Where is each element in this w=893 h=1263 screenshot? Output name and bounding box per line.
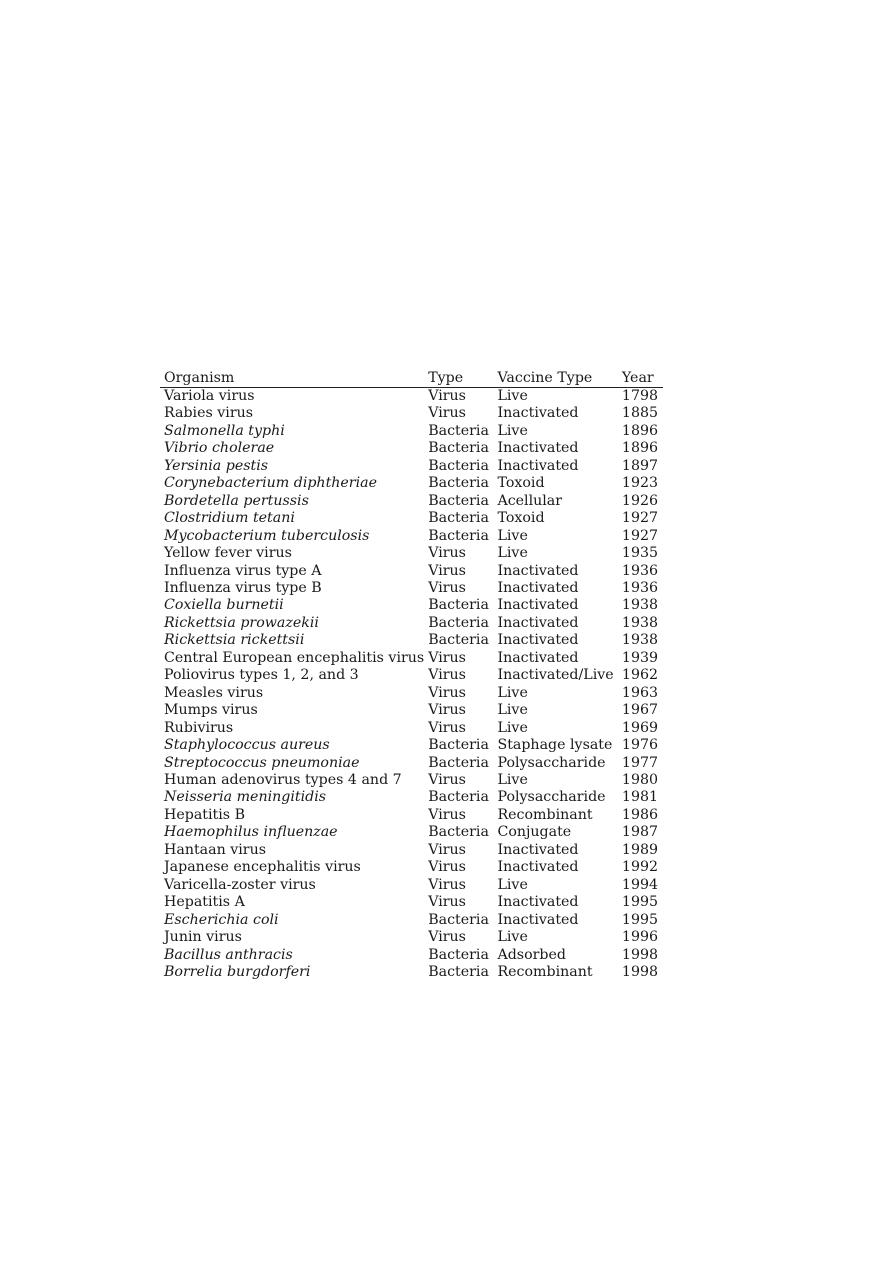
table-row (160, 475, 663, 492)
vaccine-type-cell: Live (497, 929, 528, 946)
organism-cell: Staphylococcus aureus (164, 737, 330, 754)
year-cell: 1981 (621, 789, 659, 806)
type-cell: Virus (428, 771, 466, 788)
year-cell: 1885 (621, 405, 659, 422)
table-row (160, 720, 663, 737)
vaccine-type-cell: Conjugate (497, 824, 572, 841)
organism-cell: Junin virus (164, 929, 242, 946)
type-cell: Virus (428, 719, 466, 736)
table-row (160, 493, 663, 510)
type-cell: Virus (428, 894, 466, 911)
table-row (160, 685, 663, 702)
type-cell: Virus (428, 405, 466, 422)
table-row (160, 702, 663, 719)
table-row (160, 964, 663, 981)
organism-cell: Streptococcus pneumoniae (164, 754, 360, 771)
table-row (160, 772, 663, 789)
organism-cell: Haemophilus influenzae (164, 824, 338, 841)
table-row (160, 929, 663, 946)
type-cell: Virus (428, 545, 466, 562)
type-cell: Virus (428, 859, 466, 876)
type-cell: Virus (428, 579, 466, 596)
vaccine-type-cell: Live (497, 422, 528, 439)
table-row (160, 947, 663, 964)
type-cell: Virus (428, 806, 466, 823)
table-row (160, 440, 663, 457)
vaccine-type-cell: Live (497, 684, 528, 701)
year-cell: 1987 (621, 824, 659, 841)
table-row (160, 859, 663, 876)
type-cell: Bacteria (428, 510, 489, 527)
vaccine-type-cell: Polysaccharide (497, 754, 606, 771)
year-cell: 1995 (621, 894, 659, 911)
table-row (160, 912, 663, 929)
organism-cell: Rabies virus (164, 405, 254, 422)
year-cell: 1896 (621, 440, 659, 457)
organism-cell: Mumps virus (164, 702, 258, 719)
year-cell: 1967 (621, 702, 659, 719)
organism-cell: Clostridium tetani (164, 510, 295, 527)
type-cell: Bacteria (428, 614, 489, 631)
type-cell: Bacteria (428, 963, 489, 980)
type-cell: Bacteria (428, 422, 489, 439)
type-cell: Bacteria (428, 911, 489, 928)
type-cell: Virus (428, 649, 466, 666)
vaccine-type-cell: Inactivated (497, 859, 579, 876)
type-cell: Virus (428, 841, 466, 858)
header-organism: Organism (160, 369, 424, 388)
organism-cell: Yersinia pestis (164, 457, 269, 474)
type-cell: Bacteria (428, 527, 489, 544)
type-cell: Bacteria (428, 946, 489, 963)
vaccine-type-cell: Live (497, 527, 528, 544)
table-row (160, 632, 663, 649)
year-cell: 1923 (621, 475, 659, 492)
table-row (160, 405, 663, 422)
organism-cell: Varicella-zoster virus (164, 876, 316, 893)
year-cell: 1936 (621, 579, 659, 596)
table-row (160, 563, 663, 580)
organism-cell: Poliovirus types 1, 2, and 3 (164, 667, 359, 684)
vaccine-type-cell: Inactivated/Live (497, 667, 614, 684)
table-row (160, 615, 663, 632)
year-cell: 1994 (621, 876, 659, 893)
vaccine-type-cell: Inactivated (497, 405, 579, 422)
year-cell: 1992 (621, 859, 659, 876)
type-cell: Bacteria (428, 632, 489, 649)
year-cell: 1986 (621, 806, 659, 823)
type-cell: Bacteria (428, 824, 489, 841)
type-cell: Bacteria (428, 789, 489, 806)
table-row (160, 423, 663, 440)
type-cell: Bacteria (428, 440, 489, 457)
organism-cell: Measles virus (164, 684, 264, 701)
vaccine-type-cell: Polysaccharide (497, 789, 606, 806)
year-cell: 1897 (621, 457, 659, 474)
vaccine-type-cell: Live (497, 876, 528, 893)
vaccine-table-container (160, 369, 663, 981)
organism-cell: Borrelia burgdorferi (164, 963, 311, 980)
type-cell: Bacteria (428, 492, 489, 509)
organism-cell: Japanese encephalitis virus (164, 859, 361, 876)
organism-cell: Coxiella burnetii (164, 597, 284, 614)
header-type: Type (424, 369, 493, 388)
organism-cell: Escherichia coli (164, 911, 279, 928)
table-row (160, 650, 663, 667)
year-cell: 1938 (621, 614, 659, 631)
table-row (160, 545, 663, 562)
header-year: Year (618, 369, 663, 388)
organism-cell: Hepatitis B (164, 806, 246, 823)
vaccine-type-cell: Inactivated (497, 841, 579, 858)
organism-cell: Corynebacterium diphtheriae (164, 475, 377, 492)
type-cell: Virus (428, 562, 466, 579)
type-cell: Bacteria (428, 457, 489, 474)
year-cell: 1896 (621, 422, 659, 439)
table-row (160, 510, 663, 527)
vaccine-type-cell: Recombinant (497, 963, 593, 980)
table-body (160, 388, 663, 982)
table-row (160, 580, 663, 597)
vaccine-type-cell: Inactivated (497, 597, 579, 614)
year-cell: 1998 (621, 946, 659, 963)
vaccine-type-cell: Inactivated (497, 440, 579, 457)
type-cell: Virus (428, 702, 466, 719)
type-cell: Virus (428, 929, 466, 946)
table-row (160, 877, 663, 894)
type-cell: Virus (428, 684, 466, 701)
type-cell: Bacteria (428, 597, 489, 614)
organism-cell: Hepatitis A (164, 894, 245, 911)
type-cell: Virus (428, 667, 466, 684)
organism-cell: Influenza virus type A (164, 562, 322, 579)
organism-cell: Bacillus anthracis (164, 946, 293, 963)
vaccine-type-cell: Inactivated (497, 579, 579, 596)
year-cell: 1963 (621, 684, 659, 701)
vaccine-table (160, 369, 663, 981)
year-cell: 1927 (621, 510, 659, 527)
organism-cell: Central European encephalitis virus (164, 649, 425, 666)
type-cell: Bacteria (428, 737, 489, 754)
header-row (160, 369, 663, 388)
vaccine-type-cell: Acellular (497, 492, 563, 509)
organism-cell: Human adenovirus types 4 and 7 (164, 771, 402, 788)
year-cell: 1998 (621, 963, 659, 980)
year-cell: 1926 (621, 492, 659, 509)
vaccine-type-cell: Toxoid (497, 510, 545, 527)
organism-cell: Rubivirus (164, 719, 234, 736)
table-row (160, 528, 663, 545)
year-cell: 1798 (621, 388, 659, 404)
year-cell: 1980 (621, 771, 659, 788)
organism-cell: Mycobacterium tuberculosis (164, 527, 370, 544)
table-row (160, 755, 663, 772)
organism-cell: Influenza virus type B (164, 579, 322, 596)
vaccine-type-cell: Inactivated (497, 614, 579, 631)
vaccine-type-cell: Inactivated (497, 911, 579, 928)
vaccine-type-cell: Live (497, 702, 528, 719)
vaccine-type-cell: Recombinant (497, 806, 593, 823)
year-cell: 1938 (621, 597, 659, 614)
year-cell: 1927 (621, 527, 659, 544)
vaccine-type-cell: Live (497, 545, 528, 562)
type-cell: Virus (428, 388, 466, 404)
year-cell: 1995 (621, 911, 659, 928)
vaccine-type-cell: Adsorbed (497, 946, 566, 963)
organism-cell: Rickettsia rickettsii (164, 632, 305, 649)
organism-cell: Hantaan virus (164, 841, 266, 858)
table-row (160, 824, 663, 841)
vaccine-type-cell: Inactivated (497, 562, 579, 579)
vaccine-type-cell: Live (497, 388, 528, 404)
vaccine-type-cell: Inactivated (497, 632, 579, 649)
vaccine-type-cell: Inactivated (497, 649, 579, 666)
year-cell: 1935 (621, 545, 659, 562)
year-cell: 1939 (621, 649, 659, 666)
organism-cell: Vibrio cholerae (164, 440, 275, 457)
table-row (160, 842, 663, 859)
table-row (160, 458, 663, 475)
table-row (160, 388, 663, 406)
organism-cell: Bordetella pertussis (164, 492, 309, 509)
type-cell: Virus (428, 876, 466, 893)
table-row (160, 894, 663, 911)
vaccine-type-cell: Live (497, 719, 528, 736)
vaccine-type-cell: Toxoid (497, 475, 545, 492)
year-cell: 1996 (621, 929, 659, 946)
vaccine-type-cell: Inactivated (497, 894, 579, 911)
organism-cell: Rickettsia prowazekii (164, 614, 319, 631)
type-cell: Bacteria (428, 754, 489, 771)
type-cell: Bacteria (428, 475, 489, 492)
year-cell: 1976 (621, 737, 659, 754)
year-cell: 1989 (621, 841, 659, 858)
table-header (160, 369, 663, 388)
vaccine-type-cell: Live (497, 771, 528, 788)
year-cell: 1938 (621, 632, 659, 649)
table-row (160, 597, 663, 614)
year-cell: 1977 (621, 754, 659, 771)
organism-cell: Yellow fever virus (164, 545, 292, 562)
table-row (160, 667, 663, 684)
table-row (160, 807, 663, 824)
header-vaccine-type: Vaccine Type (493, 369, 617, 388)
table-row (160, 737, 663, 754)
vaccine-type-cell: Inactivated (497, 457, 579, 474)
organism-cell: Neisseria meningitidis (164, 789, 327, 806)
year-cell: 1969 (621, 719, 659, 736)
vaccine-type-cell: Staphage lysate (497, 737, 613, 754)
year-cell: 1936 (621, 562, 659, 579)
table-row (160, 789, 663, 806)
organism-cell: Variola virus (164, 388, 255, 404)
organism-cell: Salmonella typhi (164, 422, 285, 439)
year-cell: 1962 (621, 667, 659, 684)
